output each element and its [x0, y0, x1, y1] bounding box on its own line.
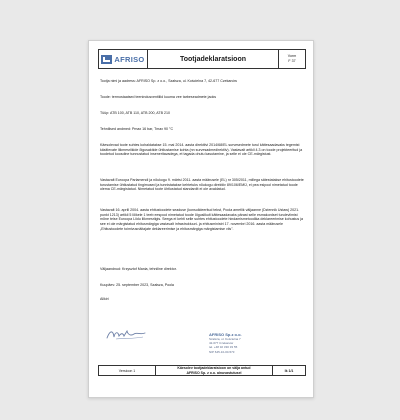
stamp-line: NIP 645-10-00-573 [209, 349, 235, 354]
product-line: Toode: termostaatsed teenindusventiilid kuuma vee tarbeseadmete jaoks [100, 95, 217, 99]
document-page [88, 40, 314, 398]
form-id [279, 50, 305, 68]
paragraph-construction-act: Vastavalt 16. aprill 2004. aasta ehitustoodete seaduse (konsolideeritud tekst, Poola ametlik väljaanne (Dziennik Ustaw) 2021. punkt 1213) artikli 5 lõikele 1 teeb eespool nimetatud toode õiguslikult kättesaadavaks pärast selle esmakordset turuleviimist mõne teise Euroopa Liidu liikmesriigis. Seega ei kehti selle suhtes ehitustoodete hindamismetoodika deklareerimise kohustus ja see ei ole märgistatud ehitusmärgiga vastavalt infrastruktuuri- ja ehitusministri 17. novembri 2016. aasta määrusele „Ehitustoodete toimivusnäitajate deklareerimise ja ehitusmärgiga märgistamise viis". [100, 208, 303, 231]
paragraph-construction-regulation: Vastavalt Euroopa Parlamendi ja nõukogu 9. märtsi 2011. aasta määrusele (EL) nr 305/2011, millega sätestatakse ehitustoodete turustamise ühtlustatud tingimused ja tunnistatakse kehtetuks nõukogu direktiiv 89/106/EMÜ, ei pea esipool nimetatud toode olema CE-märgistatud. Nimetatud toote ühtlustatud standardit ei ole avaldatud. [100, 178, 304, 192]
signatory-line: Väljaandnud: Krzysztof Mania, tehniline direktor. [100, 267, 177, 271]
stamp-line: 42-677 Czekanów [209, 341, 234, 346]
company-stamp [209, 332, 269, 354]
footer-note-line: Käesolev tootjadeklaratsioon on välja antud [177, 366, 251, 371]
form-number: F 37 [288, 59, 296, 63]
stamp-brand: AFRISO Sp.z o.o. [209, 332, 242, 337]
stamp-line: Szałsza, ul. Kościelna 7 [209, 337, 241, 342]
paragraph-pressure-directive: Käesolevad toote suhtes kohaldatakse 15. mai 2014. aasta direktiivi 2014/68/EL survesedmete turul kättesaadavaks tegemist käsitlevate liikmesriikide õigusaktide ühtlustamise kohta (nn survesadmedirektiiv). Vastavalt artikli 4.3 on toode projekteeritud ja toodetud koosdine tunnustatud inseneritavadega, et tagada ohutu kasutamine, ja selle ei ole CE-märgistust. [100, 143, 303, 157]
manufacturer-line: Tootja nimi ja aadress: AFRISO Sp. z o.o., Szałsza, ul. Kościelna 7, 42-677 Czekanów [100, 79, 238, 83]
document-footer [98, 365, 306, 376]
document-header [98, 49, 306, 69]
form-label: Vorm [287, 54, 297, 59]
date-line: Kuupäev: 25. september 2023, Szałsza, Poola [100, 283, 174, 287]
logo [99, 50, 148, 68]
handwritten-signature [105, 327, 149, 341]
footer-note-line: AFRISO Sp. z o.o. ainuvastutusel [186, 370, 242, 375]
footer-note [156, 366, 273, 375]
logo-text: AFRISO [114, 54, 145, 64]
params-line: Tehnilised andmed: Pmax 16 bar, Tmax 90 °C [100, 127, 174, 131]
signature-label: Allkiri [100, 297, 109, 301]
afriso-logo-icon [101, 55, 112, 64]
footer-version: Versioon 1 [99, 366, 156, 375]
document-title: Tootjadeklaratsioon [148, 50, 279, 68]
stamp-line: tel. +48 32 330 33 55 [209, 345, 238, 350]
type-line: Tüüp: ATB 100, ATB 110, ATB 200, ATB 210 [100, 111, 170, 115]
footer-page-number: lk 1/1 [284, 368, 294, 373]
